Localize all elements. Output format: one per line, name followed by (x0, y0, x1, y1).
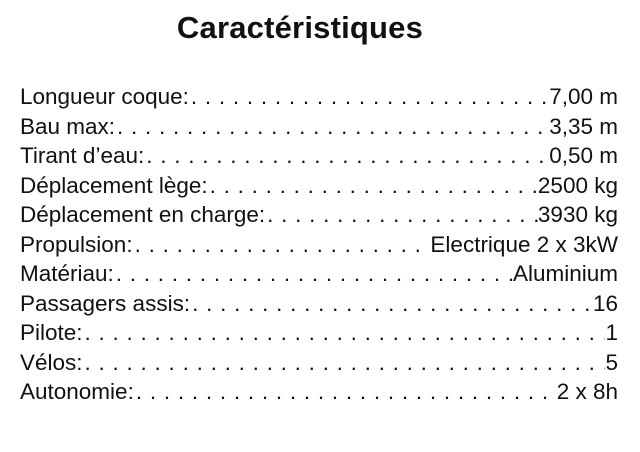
dot-leader (115, 112, 549, 142)
spec-label: Passagers assis: (20, 290, 191, 316)
dot-leader (83, 318, 606, 348)
spec-value: Electrique 2 x 3kW (430, 231, 618, 257)
spec-label: Déplacement en charge: (20, 202, 266, 227)
dot-leader (190, 289, 593, 319)
dot-leader (144, 141, 549, 171)
spec-value: 0,50 m (549, 143, 618, 168)
spec-value: 3,35 m (549, 113, 618, 139)
spec-row-tirant-deau (20, 141, 618, 171)
page-title: Caractéristiques (176, 10, 424, 45)
spec-label: Déplacement lège: (20, 172, 208, 198)
spec-row-velos (20, 348, 618, 378)
spec-value: 5 (605, 349, 618, 375)
spec-value: 16 (592, 290, 618, 316)
spec-value: 2500 kg (537, 172, 618, 198)
dot-leader (208, 171, 538, 201)
spec-row-deplacement-en-charge (20, 200, 618, 230)
spec-label: Vélos: (20, 349, 83, 375)
spec-label: Matériau: (20, 261, 114, 286)
dot-leader (133, 230, 431, 260)
dot-leader (83, 348, 606, 378)
spec-row-propulsion (20, 230, 618, 260)
spec-label: Propulsion: (20, 231, 133, 257)
spec-label: Tirant d’eau: (20, 143, 145, 168)
spec-value: 2 x 8h (556, 379, 618, 404)
spec-value: 3930 kg (537, 202, 618, 227)
spec-row-passagers-assis (20, 289, 618, 319)
spec-row-bau-max (20, 112, 618, 142)
spec-label: Pilote: (20, 320, 83, 345)
spec-value: 1 (605, 320, 618, 345)
spec-value: 7,00 m (549, 84, 618, 109)
spec-row-deplacement-lege (20, 171, 618, 201)
spec-label: Longueur coque: (20, 84, 189, 109)
spec-value: Aluminium (512, 261, 618, 286)
spec-row-materiau (20, 259, 618, 289)
dot-leader (114, 259, 513, 289)
dot-leader (189, 82, 549, 112)
spec-row-longueur-coque (20, 82, 618, 112)
spec-list (20, 82, 618, 407)
spec-label: Bau max: (20, 113, 116, 139)
spec-row-pilote (20, 318, 618, 348)
spec-label: Autonomie: (20, 379, 134, 404)
spec-row-autonomie (20, 377, 618, 407)
dot-leader (265, 200, 538, 230)
dot-leader (134, 377, 557, 407)
